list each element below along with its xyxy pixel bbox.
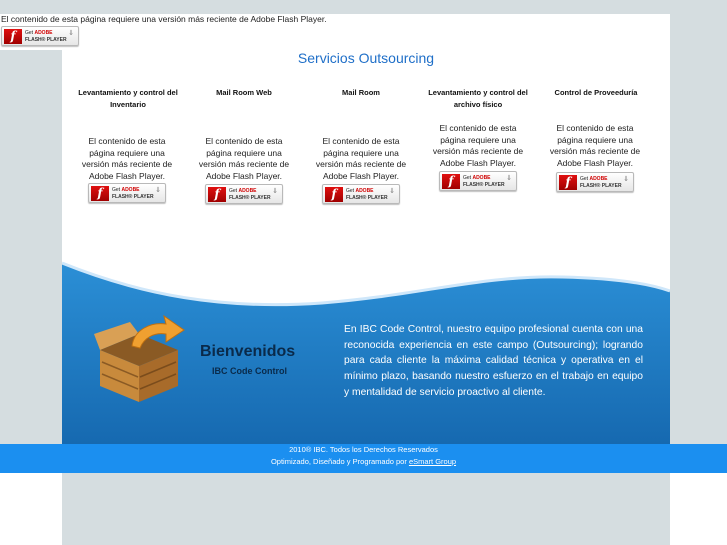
service-flash-message: El contenido de esta página requiere una versión más reciente de Adobe Flash Player. bbox=[549, 123, 641, 168]
download-arrow-icon: ⇓ bbox=[389, 188, 395, 195]
get-adobe-label: Get ADOBE bbox=[112, 187, 140, 193]
service-title-proveeduria: Control de Proveeduría bbox=[554, 88, 638, 97]
open-box-icon bbox=[92, 312, 186, 404]
get-adobe-label: Get ADOBE bbox=[580, 176, 608, 182]
footer-credit-prefix: Optimizado, Diseñado y Programado por bbox=[270, 457, 407, 466]
service-flash-message: El contenido de esta página requiere una versión más reciente de Adobe Flash Player. bbox=[81, 136, 173, 181]
flash-logo-icon: f bbox=[91, 186, 109, 201]
footer-copyright: 2010® IBC. Todos los Derechos Reservados bbox=[289, 445, 438, 454]
get-adobe-label: Get ADOBE bbox=[229, 188, 257, 194]
welcome-title: Bienvenidos bbox=[200, 343, 296, 360]
download-arrow-icon: ⇓ bbox=[506, 175, 512, 182]
flash-player-label: FLASH® PLAYER bbox=[229, 195, 271, 201]
get-flash-player-button[interactable] bbox=[205, 184, 283, 204]
get-flash-player-button[interactable] bbox=[439, 171, 517, 191]
flash-player-label: FLASH® PLAYER bbox=[112, 194, 154, 200]
top-flash-message: El contenido de esta página requiere una versión más reciente de Adobe Flash Player. bbox=[1, 14, 327, 24]
flash-player-label: FLASH® PLAYER bbox=[463, 182, 505, 188]
welcome-paragraph: En IBC Code Control, nuestro equipo profesional cuenta con una reconocida experiencia en este campo (Outsourcing); logrando para cada cliente la máxima calidad técnica y operativa en el mínimo plazo, basando nuestro esfuerzo en el trabajo en equipo y mentalidad de servicio proactivo al cliente. bbox=[344, 324, 643, 398]
get-adobe-label: Get ADOBE bbox=[346, 188, 374, 194]
footer-credit bbox=[0, 457, 727, 466]
section-title: Servicios Outsourcing bbox=[297, 50, 435, 66]
top-strip bbox=[0, 0, 727, 14]
service-title-mail-room: Mail Room bbox=[342, 88, 380, 97]
flash-player-label: FLASH® PLAYER bbox=[25, 37, 67, 43]
flash-logo-icon: f bbox=[208, 187, 226, 202]
flash-logo-icon: f bbox=[442, 174, 460, 189]
get-flash-player-button[interactable] bbox=[88, 183, 166, 203]
get-flash-player-button[interactable] bbox=[322, 184, 400, 204]
esmart-group-link[interactable]: eSmart Group bbox=[408, 457, 457, 466]
flash-logo-icon: f bbox=[559, 175, 577, 190]
download-arrow-icon: ⇓ bbox=[623, 176, 629, 183]
service-title-inventario: Levantamiento y control del Inventario bbox=[78, 88, 178, 109]
download-arrow-icon: ⇓ bbox=[272, 188, 278, 195]
get-flash-player-button[interactable] bbox=[556, 172, 634, 192]
get-adobe-label: Get ADOBE bbox=[463, 175, 491, 181]
service-title-archivo-fisico: Levantamiento y control del archivo físico bbox=[428, 88, 528, 109]
download-arrow-icon: ⇓ bbox=[68, 30, 74, 37]
flash-logo-icon: f bbox=[4, 29, 22, 44]
service-flash-message: El contenido de esta página requiere una versión más reciente de Adobe Flash Player. bbox=[432, 123, 524, 168]
download-arrow-icon: ⇓ bbox=[155, 187, 161, 194]
service-flash-message: El contenido de esta página requiere una versión más reciente de Adobe Flash Player. bbox=[315, 136, 407, 181]
flash-logo-icon: f bbox=[325, 187, 343, 202]
service-title-mail-room-web: Mail Room Web bbox=[216, 88, 272, 97]
bottom-right-white-area bbox=[670, 473, 727, 545]
flash-player-label: FLASH® PLAYER bbox=[580, 183, 622, 189]
welcome-subtitle: IBC Code Control bbox=[212, 366, 287, 376]
flash-player-label: FLASH® PLAYER bbox=[346, 195, 388, 201]
service-flash-message: El contenido de esta página requiere una versión más reciente de Adobe Flash Player. bbox=[198, 136, 290, 181]
bottom-left-white-area bbox=[0, 473, 62, 545]
get-adobe-label: Get ADOBE bbox=[25, 30, 53, 36]
get-flash-player-button[interactable] bbox=[1, 26, 79, 46]
